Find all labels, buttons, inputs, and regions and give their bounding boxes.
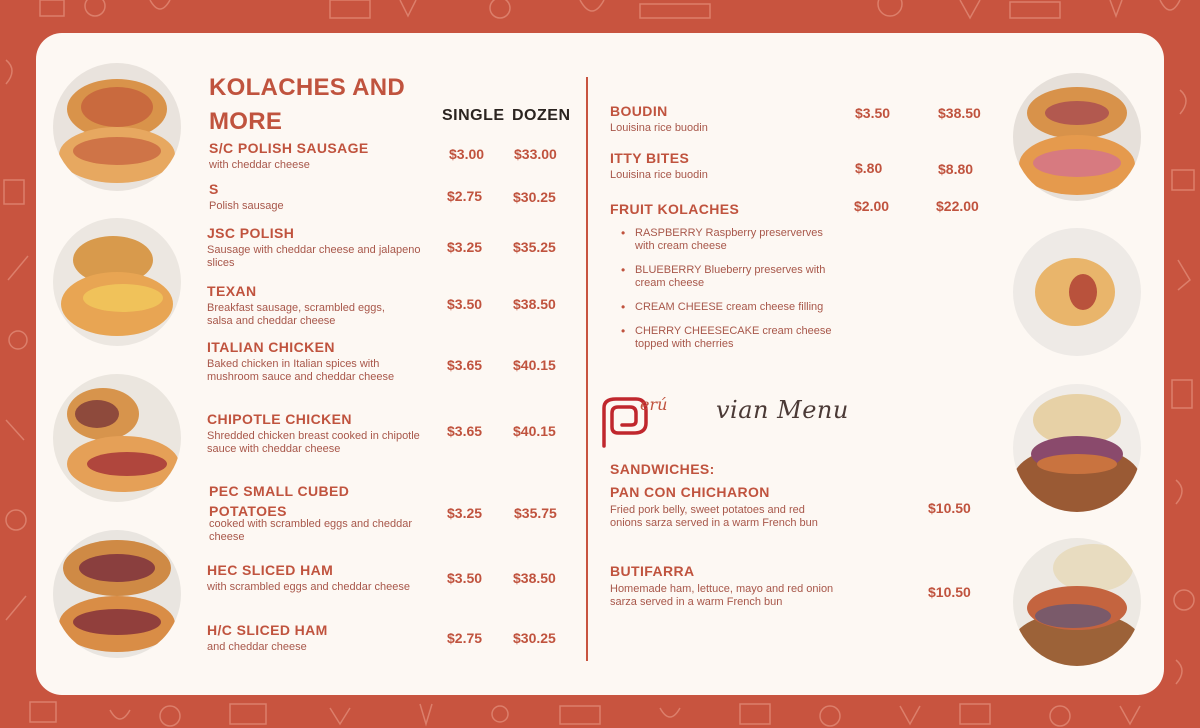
single-column-header: SINGLE — [442, 107, 505, 124]
item-description: Louisina rice buodin — [610, 122, 708, 134]
itty-bites-photo — [1013, 228, 1141, 356]
dozen-price: $22.00 — [936, 198, 979, 214]
dozen-price: $30.25 — [513, 189, 556, 205]
single-price: $3.65 — [447, 357, 483, 373]
item-name: ITALIAN CHICKEN — [207, 339, 335, 355]
item-price: $10.50 — [928, 584, 971, 600]
dozen-column-header: DOZEN — [512, 107, 571, 124]
item-name: H/C SLICED HAM — [207, 622, 328, 638]
single-price: $3.50 — [855, 105, 891, 121]
pan-con-chicharon-photo — [1013, 384, 1141, 512]
item-name: ITTY BITES — [610, 150, 690, 166]
list-item: • CREAM CHEESE cream cheese filling — [617, 301, 837, 314]
column-divider — [586, 77, 588, 661]
item-description: Polish sausage — [209, 200, 284, 212]
item-name: S/C POLISH SAUSAGE — [209, 140, 369, 156]
single-price: $2.00 — [854, 198, 890, 214]
menu-item — [207, 410, 422, 456]
item-name: BUTIFARRA — [610, 563, 695, 579]
dozen-price: $40.15 — [513, 357, 556, 373]
item-description: and cheddar cheese — [207, 641, 307, 653]
item-name: S — [209, 181, 219, 197]
menu-item — [209, 139, 429, 172]
single-price: $2.75 — [447, 630, 483, 646]
dozen-price: $38.50 — [513, 570, 556, 586]
butifarra-photo — [1013, 538, 1141, 666]
dozen-price: $30.25 — [513, 630, 556, 646]
item-name: BOUDIN — [610, 103, 668, 119]
single-price: $3.50 — [447, 296, 483, 312]
menu-item — [610, 149, 810, 182]
item-description: Louisina rice buodin — [610, 169, 708, 181]
item-description: Breakfast sausage, scrambled eggs, salsa and cheddar cheese — [207, 302, 385, 327]
menu-title: KOLACHES AND MORE — [209, 74, 406, 135]
dozen-price: $8.80 — [938, 161, 974, 177]
item-name: TEXAN — [207, 283, 257, 299]
single-price: $3.00 — [449, 146, 485, 162]
menu-item — [209, 180, 429, 213]
list-item: • RASPBERRY Raspberry preserverves with cream cheese — [617, 227, 837, 253]
item-description: with cheddar cheese — [209, 159, 310, 171]
menu-card — [36, 33, 1164, 695]
kolache-photo-3 — [53, 374, 181, 502]
dozen-price: $38.50 — [513, 296, 556, 312]
menu-item — [207, 621, 422, 654]
boudin-photo — [1013, 73, 1141, 201]
item-description: Baked chicken in Italian spices with mushroom sauce and cheddar cheese — [207, 358, 395, 383]
fruit-kolache-list — [617, 227, 837, 362]
dozen-price: $35.75 — [514, 505, 557, 521]
item-description: with scrambled eggs and cheddar cheese — [207, 581, 411, 593]
item-name: PAN CON CHICHARON — [610, 484, 770, 500]
item-description: cooked with scrambled eggs and cheddar cheese — [209, 518, 413, 543]
menu-item — [610, 483, 835, 530]
item-name: HEC SLICED HAM — [207, 562, 334, 578]
list-item: • BLUEBERRY Blueberry preserves with cream cheese — [617, 264, 837, 290]
kolache-photo-1 — [53, 63, 181, 191]
single-price: $2.75 — [447, 188, 483, 204]
dozen-price: $35.25 — [513, 239, 556, 255]
single-price: $3.65 — [447, 423, 483, 439]
dozen-price: $38.50 — [938, 105, 981, 121]
menu-item — [209, 481, 424, 544]
menu-item — [207, 282, 407, 328]
item-price: $10.50 — [928, 500, 971, 516]
item-description: Fried pork belly, sweet potatoes and red onions sarza served in a warm French bun — [610, 504, 818, 529]
peru-logo-text: erú — [640, 395, 668, 414]
menu-item — [610, 562, 835, 609]
kolache-photo-4 — [53, 530, 181, 658]
single-price: $3.50 — [447, 570, 483, 586]
dozen-price: $40.15 — [513, 423, 556, 439]
item-name: PEC SMALL CUBED POTATOES — [209, 483, 350, 519]
peruvian-menu-heading: vian Menu — [716, 396, 849, 424]
item-description: Sausage with cheddar cheese and jalapeno slices — [207, 244, 421, 269]
single-price: $3.25 — [447, 505, 483, 521]
item-name: JSC POLISH — [207, 225, 295, 241]
item-name: CHIPOTLE CHICKEN — [207, 411, 352, 427]
single-price: $3.25 — [447, 239, 483, 255]
menu-item — [207, 338, 427, 384]
menu-item — [610, 102, 810, 135]
menu-item — [610, 200, 810, 218]
dozen-price: $33.00 — [514, 146, 557, 162]
menu-item — [207, 561, 422, 594]
item-description: Shredded chicken breast cooked in chipotle sauce with cheddar cheese — [207, 430, 420, 455]
item-name: FRUIT KOLACHES — [610, 201, 740, 217]
item-description: Homemade ham, lettuce, mayo and red onion sarza served in a warm French bun — [610, 583, 834, 608]
menu-item — [207, 224, 422, 270]
list-item: • CHERRY CHEESECAKE cream cheese topped with cherries — [617, 325, 837, 351]
single-price: $.80 — [855, 160, 883, 176]
sandwiches-label: SANDWICHES: — [610, 461, 715, 477]
kolache-photo-2 — [53, 218, 181, 346]
